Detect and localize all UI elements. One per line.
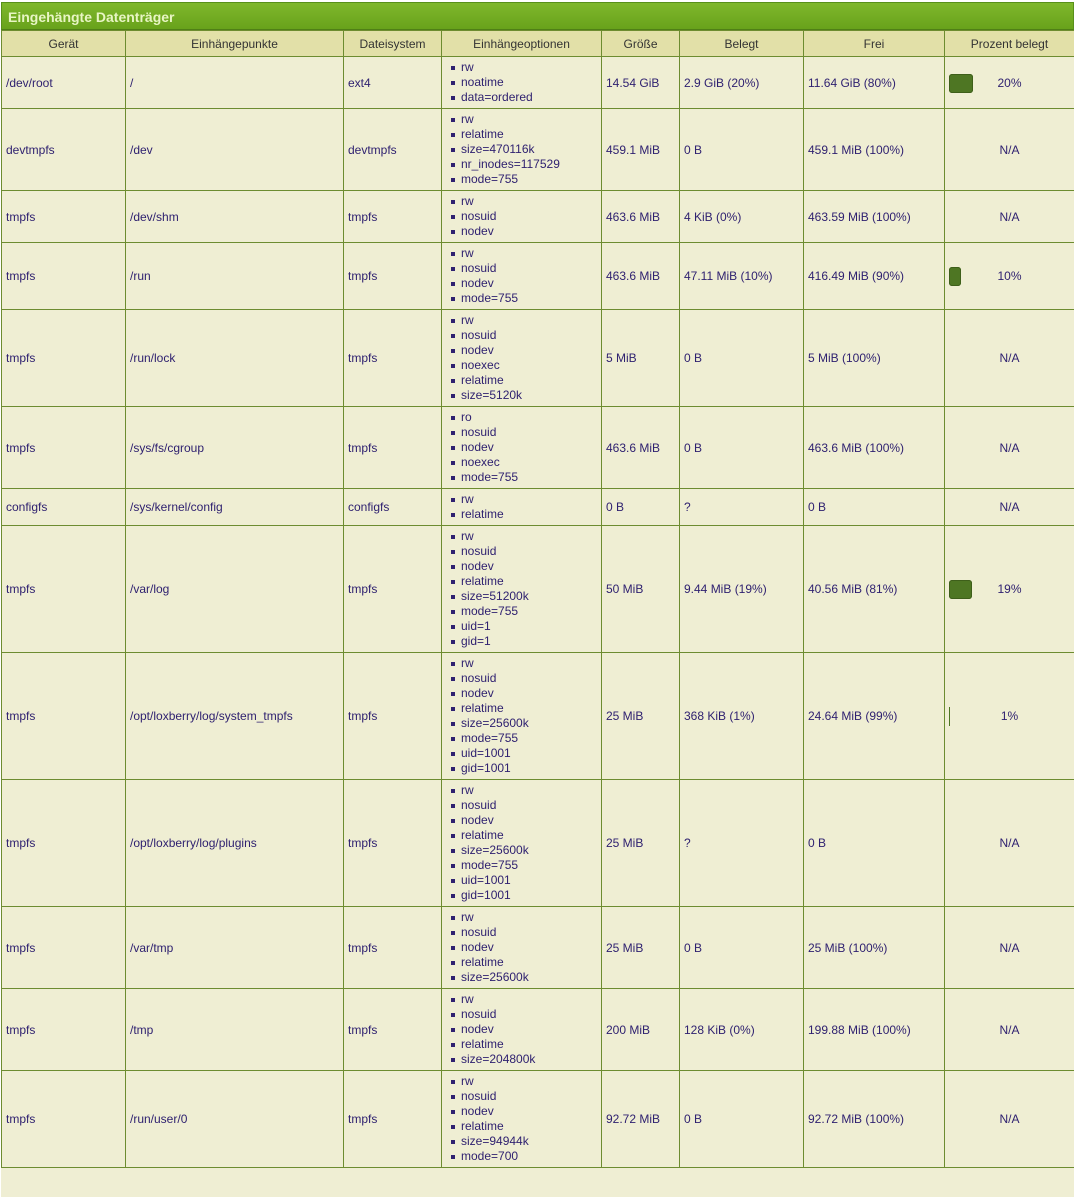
device-cell: /dev/root [2,57,126,109]
device-cell: tmpfs [2,310,126,407]
usage-bar [949,707,950,726]
options-cell [442,191,602,243]
used-cell: ? [680,489,804,526]
percent-label: 1% [1000,709,1019,723]
col-header-options: Einhängeoptionen [442,31,602,57]
table-row [2,407,1075,489]
mountpoint-cell: /run/lock [126,310,344,407]
used-cell: 368 KiB (1%) [680,653,804,780]
free-cell: 11.64 GiB (80%) [804,57,945,109]
options-cell [442,109,602,191]
table-row [2,989,1075,1071]
usage-bar [949,580,972,599]
options-list [450,194,597,239]
option-item: nosuid [461,425,597,440]
percent-cell [945,310,1075,407]
option-item: size=470116k [461,142,597,157]
option-item: uid=1 [461,619,597,634]
col-header-size: Größe [602,31,680,57]
free-cell: 0 B [804,489,945,526]
percent-label: 10% [997,269,1022,283]
option-item: nosuid [461,1007,597,1022]
size-cell: 463.6 MiB [602,191,680,243]
option-item: mode=755 [461,858,597,873]
options-list [450,492,597,522]
percent-cell [945,907,1075,989]
col-header-free: Frei [804,31,945,57]
size-cell: 0 B [602,489,680,526]
option-item: mode=755 [461,731,597,746]
size-cell: 463.6 MiB [602,407,680,489]
percent-cell [945,489,1075,526]
option-item: relatime [461,1119,597,1134]
percent-label: N/A [999,836,1020,850]
option-item: uid=1001 [461,873,597,888]
size-cell: 25 MiB [602,780,680,907]
option-item: noatime [461,75,597,90]
option-item: size=51200k [461,589,597,604]
free-cell: 40.56 MiB (81%) [804,526,945,653]
mountpoint-cell: /opt/loxberry/log/plugins [126,780,344,907]
option-item: mode=755 [461,604,597,619]
free-cell: 199.88 MiB (100%) [804,989,945,1071]
option-item: nosuid [461,328,597,343]
options-list [450,656,597,776]
option-item: mode=755 [461,172,597,187]
filesystem-cell: devtmpfs [344,109,442,191]
table-row [2,907,1075,989]
filesystem-cell: tmpfs [344,653,442,780]
table-row [2,489,1075,526]
free-cell: 463.6 MiB (100%) [804,407,945,489]
option-item: relatime [461,507,597,522]
mountpoint-cell: /var/tmp [126,907,344,989]
used-cell: 9.44 MiB (19%) [680,526,804,653]
percent-cell [945,780,1075,907]
filesystem-cell: tmpfs [344,780,442,907]
used-cell: ? [680,780,804,907]
options-list [450,992,597,1067]
used-cell: 0 B [680,1071,804,1168]
options-list [450,246,597,306]
table-row [2,191,1075,243]
options-cell [442,243,602,310]
free-cell: 5 MiB (100%) [804,310,945,407]
options-cell [442,907,602,989]
col-header-filesystem: Dateisystem [344,31,442,57]
option-item: noexec [461,455,597,470]
device-cell: tmpfs [2,191,126,243]
used-cell: 0 B [680,310,804,407]
option-item: data=ordered [461,90,597,105]
option-item: size=94944k [461,1134,597,1149]
option-item: relatime [461,828,597,843]
option-item: ro [461,410,597,425]
option-item: rw [461,783,597,798]
option-item: size=25600k [461,716,597,731]
option-item: relatime [461,127,597,142]
device-cell: tmpfs [2,780,126,907]
col-header-percent: Prozent belegt [945,31,1075,57]
option-item: nodev [461,224,597,239]
free-cell: 416.49 MiB (90%) [804,243,945,310]
options-cell [442,310,602,407]
option-item: rw [461,529,597,544]
mountpoint-cell: /run/user/0 [126,1071,344,1168]
option-item: nosuid [461,209,597,224]
option-item: relatime [461,955,597,970]
filesystem-cell: tmpfs [344,907,442,989]
table-row [2,57,1075,109]
option-item: nodev [461,813,597,828]
mountpoint-cell: /dev/shm [126,191,344,243]
filesystem-cell: tmpfs [344,310,442,407]
size-cell: 200 MiB [602,989,680,1071]
used-cell: 128 KiB (0%) [680,989,804,1071]
size-cell: 463.6 MiB [602,243,680,310]
used-cell: 0 B [680,109,804,191]
free-cell: 463.59 MiB (100%) [804,191,945,243]
option-item: nosuid [461,798,597,813]
option-item: rw [461,246,597,261]
option-item: nodev [461,940,597,955]
options-list [450,313,597,403]
col-header-device: Gerät [2,31,126,57]
percent-label: N/A [999,142,1020,157]
table-row [2,109,1075,191]
device-cell: tmpfs [2,1071,126,1168]
option-item: rw [461,194,597,209]
options-list [450,60,597,105]
options-list [450,1074,597,1164]
option-item: nodev [461,1104,597,1119]
percent-label: N/A [999,351,1020,365]
option-item: nr_inodes=117529 [461,157,597,172]
option-item: nosuid [461,261,597,276]
option-item: nodev [461,343,597,358]
percent-label: N/A [999,1112,1020,1126]
mountpoint-cell: / [126,57,344,109]
col-header-used: Belegt [680,31,804,57]
device-cell: configfs [2,489,126,526]
options-cell [442,57,602,109]
table-row [2,243,1075,310]
option-item: nodev [461,1022,597,1037]
table-row [2,780,1075,907]
option-item: mode=755 [461,470,597,485]
option-item: rw [461,313,597,328]
option-item: nosuid [461,544,597,559]
header-row [2,31,1075,57]
filesystem-cell: tmpfs [344,243,442,310]
free-cell: 0 B [804,780,945,907]
mountpoint-cell: /tmp [126,989,344,1071]
mounts-table [1,30,1074,1168]
option-item: nosuid [461,1089,597,1104]
options-list [450,529,597,649]
options-list [450,783,597,903]
free-cell: 459.1 MiB (100%) [804,109,945,191]
option-item: rw [461,910,597,925]
percent-label: 19% [997,582,1022,596]
used-cell: 4 KiB (0%) [680,191,804,243]
used-cell: 0 B [680,907,804,989]
mountpoint-cell: /sys/fs/cgroup [126,407,344,489]
option-item: relatime [461,373,597,388]
mountpoint-cell: /var/log [126,526,344,653]
device-cell: tmpfs [2,407,126,489]
option-item: nosuid [461,671,597,686]
mountpoint-cell: /sys/kernel/config [126,489,344,526]
table-row [2,1071,1075,1168]
filesystem-cell: configfs [344,489,442,526]
options-cell [442,1071,602,1168]
col-header-mountpoint: Einhängepunkte [126,31,344,57]
option-item: mode=700 [461,1149,597,1164]
free-cell: 24.64 MiB (99%) [804,653,945,780]
used-cell: 0 B [680,407,804,489]
percent-label: N/A [999,209,1020,224]
percent-cell [945,407,1075,489]
device-cell: tmpfs [2,989,126,1071]
device-cell: tmpfs [2,526,126,653]
percent-label: 20% [997,75,1022,90]
options-cell [442,653,602,780]
size-cell: 5 MiB [602,310,680,407]
percent-cell [945,191,1075,243]
options-list [450,910,597,985]
option-item: relatime [461,1037,597,1052]
percent-label: N/A [999,500,1020,514]
used-cell: 47.11 MiB (10%) [680,243,804,310]
filesystem-cell: ext4 [344,57,442,109]
percent-cell [945,526,1075,653]
filesystem-cell: tmpfs [344,1071,442,1168]
option-item: rw [461,112,597,127]
options-cell [442,780,602,907]
options-cell [442,526,602,653]
percent-cell [945,109,1075,191]
mountpoint-cell: /run [126,243,344,310]
percent-cell [945,1071,1075,1168]
option-item: rw [461,1074,597,1089]
free-cell: 92.72 MiB (100%) [804,1071,945,1168]
percent-label: N/A [999,440,1020,455]
option-item: nosuid [461,925,597,940]
option-item: gid=1001 [461,888,597,903]
options-list [450,410,597,485]
option-item: mode=755 [461,291,597,306]
option-item: size=25600k [461,843,597,858]
device-cell: devtmpfs [2,109,126,191]
percent-cell [945,653,1075,780]
percent-label: N/A [999,940,1020,955]
option-item: nodev [461,559,597,574]
size-cell: 14.54 GiB [602,57,680,109]
mountpoint-cell: /dev [126,109,344,191]
percent-cell [945,989,1075,1071]
device-cell: tmpfs [2,653,126,780]
percent-label: N/A [999,1022,1020,1037]
option-item: size=204800k [461,1052,597,1067]
free-cell: 25 MiB (100%) [804,907,945,989]
panel-title: Eingehängte Datenträger [1,2,1074,30]
used-cell: 2.9 GiB (20%) [680,57,804,109]
size-cell: 92.72 MiB [602,1071,680,1168]
usage-bar [949,267,961,286]
size-cell: 459.1 MiB [602,109,680,191]
usage-bar [949,74,973,93]
options-cell [442,407,602,489]
filesystem-cell: tmpfs [344,407,442,489]
device-cell: tmpfs [2,907,126,989]
option-item: rw [461,992,597,1007]
option-item: rw [461,60,597,75]
option-item: nodev [461,440,597,455]
option-item: nodev [461,686,597,701]
size-cell: 50 MiB [602,526,680,653]
table-row [2,526,1075,653]
option-item: rw [461,492,597,507]
option-item: size=5120k [461,388,597,403]
option-item: size=25600k [461,970,597,985]
option-item: relatime [461,574,597,589]
percent-cell [945,243,1075,310]
options-cell [442,989,602,1071]
option-item: rw [461,656,597,671]
option-item: relatime [461,701,597,716]
size-cell: 25 MiB [602,907,680,989]
filesystem-cell: tmpfs [344,526,442,653]
table-row [2,310,1075,407]
mountpoint-cell: /opt/loxberry/log/system_tmpfs [126,653,344,780]
mounted-drives-panel [1,2,1074,1197]
options-list [450,112,597,187]
option-item: uid=1001 [461,746,597,761]
filesystem-cell: tmpfs [344,191,442,243]
device-cell: tmpfs [2,243,126,310]
option-item: gid=1 [461,634,597,649]
option-item: noexec [461,358,597,373]
percent-cell [945,57,1075,109]
size-cell: 25 MiB [602,653,680,780]
options-cell [442,489,602,526]
table-row [2,653,1075,780]
option-item: nodev [461,276,597,291]
option-item: gid=1001 [461,761,597,776]
filesystem-cell: tmpfs [344,989,442,1071]
